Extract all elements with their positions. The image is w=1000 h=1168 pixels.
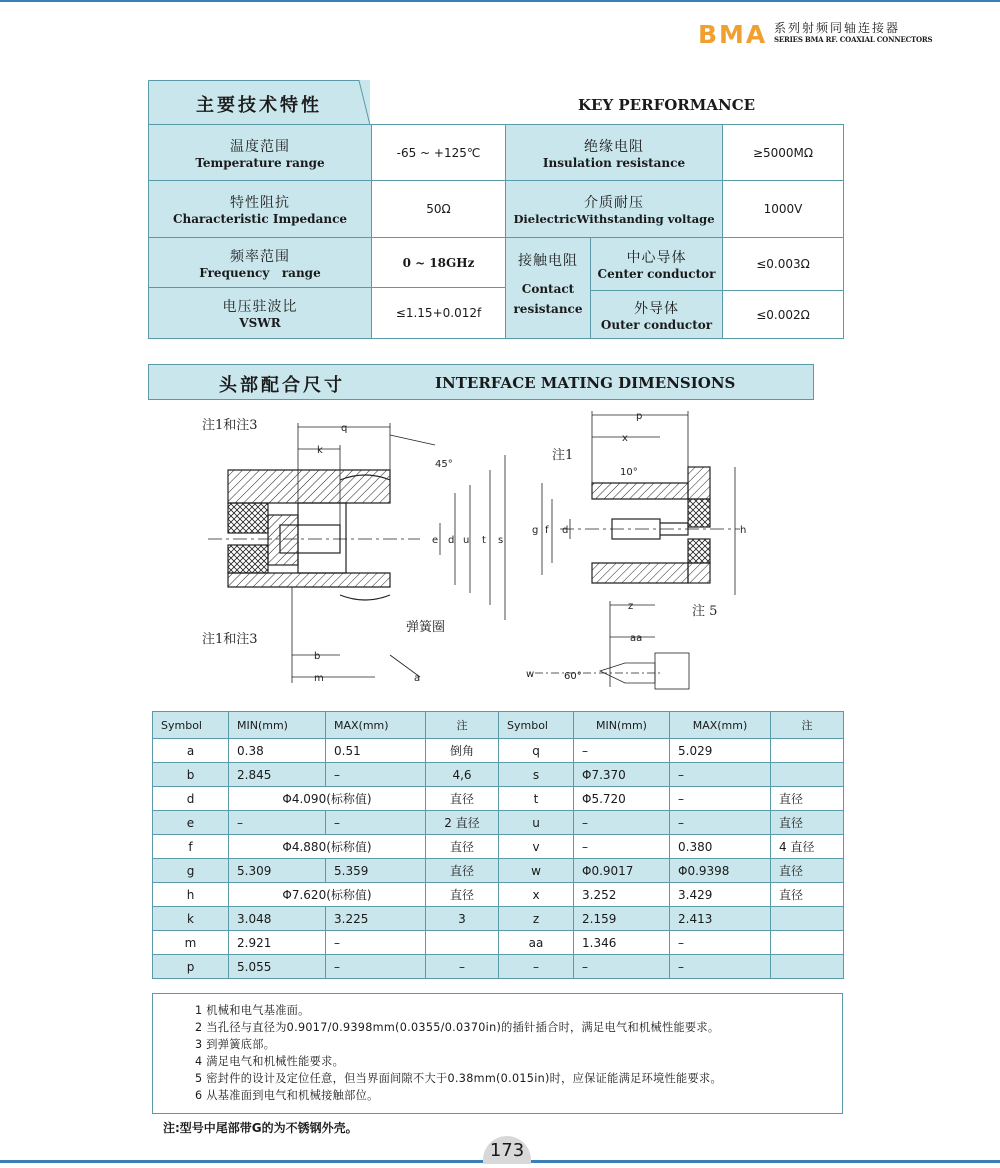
- series-en: SERIES BMA RF. COAXIAL CONNECTORS: [774, 35, 933, 44]
- table-cell: Φ5.720: [574, 787, 670, 811]
- table-cell: –: [326, 955, 426, 979]
- outer-label-en: Outer conductor: [600, 317, 713, 332]
- table-cell: 0.51: [326, 739, 426, 763]
- header-cell: Symbol: [499, 712, 574, 739]
- table-cell: f: [153, 835, 229, 859]
- dim-p: p: [636, 411, 643, 422]
- temp-value: [371, 124, 506, 181]
- table-cell: –: [326, 763, 426, 787]
- table-cell: aa: [499, 931, 574, 955]
- angle45-label: 45°: [435, 459, 453, 470]
- table-cell: t: [499, 787, 574, 811]
- table-cell: Φ0.9398: [670, 859, 771, 883]
- table-cell: 1.346: [574, 931, 670, 955]
- note-line: 6 从基准面到电气和机械接触部位。: [195, 1089, 379, 1102]
- dim-t: t: [482, 535, 486, 546]
- dim-d-right: d: [562, 525, 569, 536]
- vswr-value: [371, 287, 506, 339]
- dielectric-value: [722, 180, 844, 238]
- insulation-label-cn: 绝缘电阻: [584, 138, 644, 155]
- table-cell: [771, 763, 844, 787]
- table-cell: 3.252: [574, 883, 670, 907]
- section-title-en: INTERFACE MATING DIMENSIONS: [435, 374, 736, 392]
- table-cell: m: [153, 931, 229, 955]
- table-cell: 2.413: [670, 907, 771, 931]
- table-cell: Φ7.370: [574, 763, 670, 787]
- female-connector-section: [208, 470, 420, 600]
- table-cell: q: [499, 739, 574, 763]
- table-cell: h: [153, 883, 229, 907]
- table-cell: a: [153, 739, 229, 763]
- table-cell: z: [499, 907, 574, 931]
- table-row: [153, 739, 844, 763]
- table-cell: –: [670, 787, 771, 811]
- section-title-cn: 头部配合尺寸: [219, 375, 345, 396]
- note-line: 2 当孔径与直径为0.9017/0.9398mm(0.0355/0.0370in)的插针插合时，满足电气和机械性能要求。: [195, 1021, 720, 1034]
- table-cell: 直径: [771, 883, 844, 907]
- frequency-value-text: 0 ~ 18GHz: [402, 255, 475, 270]
- impedance-value-text: 50Ω: [426, 202, 451, 216]
- performance-title-en: KEY PERFORMANCE: [578, 96, 756, 114]
- table-cell: 2.921: [229, 931, 326, 955]
- note13-bottom-label: 注1和注3: [202, 632, 258, 647]
- contact-label: [505, 237, 591, 339]
- table-cell: 直径: [426, 787, 499, 811]
- temp-label: [148, 124, 372, 181]
- table-cell: 0.380: [670, 835, 771, 859]
- header-cell: MAX(mm): [326, 712, 426, 739]
- table-cell: 3.048: [229, 907, 326, 931]
- brand-logo: BMA: [698, 20, 768, 49]
- table-cell: 直径: [426, 835, 499, 859]
- header-cell: MAX(mm): [670, 712, 771, 739]
- series-cn: 系列射频同轴连接器: [774, 21, 901, 35]
- table-row: [153, 763, 844, 787]
- angle10-label: 10°: [620, 467, 638, 478]
- outer-label-cn: 外导体: [634, 300, 679, 317]
- table-cell: s: [499, 763, 574, 787]
- dim-f: f: [545, 525, 549, 536]
- note-line: 1 机械和电气基准面。: [195, 1004, 310, 1017]
- table-cell: 4,6: [426, 763, 499, 787]
- performance-title-cn: 主要技术特性: [196, 95, 322, 116]
- center-value-text: ≤0.003Ω: [756, 257, 810, 271]
- impedance-label-cn: 特性阻抗: [230, 195, 290, 211]
- table-row: [153, 931, 844, 955]
- dim-q: q: [341, 423, 348, 434]
- outer-value: [722, 290, 844, 339]
- table-cell: 5.029: [670, 739, 771, 763]
- table-cell: 3: [426, 907, 499, 931]
- table-cell: 3.429: [670, 883, 771, 907]
- insulation-label-en: Insulation resistance: [542, 155, 686, 170]
- impedance-label: [148, 180, 372, 238]
- outer-label: [590, 290, 723, 339]
- spring-label: 弹簧圈: [406, 620, 446, 635]
- table-cell: w: [499, 859, 574, 883]
- insulation-label: [505, 124, 723, 181]
- footnote: 注:型号中尾部带G的为不锈钢外壳。: [163, 1121, 358, 1135]
- note-line: 4 满足电气和机械性能要求。: [195, 1055, 345, 1068]
- notes-box: [152, 993, 843, 1114]
- table-header-row: [153, 712, 844, 739]
- dim-g: g: [532, 525, 539, 536]
- insulation-value: [722, 124, 844, 181]
- table-body: [153, 739, 844, 979]
- table-cell: 5.055: [229, 955, 326, 979]
- dim-w: w: [526, 669, 535, 680]
- table-cell: –: [670, 763, 771, 787]
- table-cell: –: [670, 931, 771, 955]
- dim-b: b: [314, 651, 321, 662]
- note13-top-label: 注1和注3: [202, 418, 258, 433]
- table-cell: [771, 907, 844, 931]
- frequency-label-en: Frequency range: [199, 265, 321, 280]
- table-cell: 5.359: [326, 859, 426, 883]
- center-value: [722, 237, 844, 291]
- dielectric-label-en: DielectricWithstanding voltage: [513, 212, 715, 226]
- male-connector-section: [560, 467, 740, 583]
- dim-aa: aa: [630, 633, 643, 644]
- table-cell: –: [574, 811, 670, 835]
- vswr-label-cn: 电压驻波比: [222, 299, 298, 315]
- page-number: 173: [483, 1136, 531, 1164]
- table-cell: p: [153, 955, 229, 979]
- table-cell: 2 直径: [426, 811, 499, 835]
- table-cell: –: [426, 955, 499, 979]
- table-cell: 直径: [426, 883, 499, 907]
- note-line: 5 密封件的设计及定位任意，但当界面间隙不大于0.38mm(0.015in)时，应保证能满足环境性能要求。: [195, 1072, 722, 1085]
- table-row: [153, 883, 844, 907]
- vswr-label-en: VSWR: [239, 316, 281, 330]
- table-cell: 2.159: [574, 907, 670, 931]
- header-cell: 注: [771, 712, 844, 739]
- outer-value-text: ≤0.002Ω: [756, 307, 810, 322]
- table-cell: –: [574, 835, 670, 859]
- table-cell: x: [499, 883, 574, 907]
- dim-d-left: d: [448, 535, 455, 546]
- contact-label-en2: resistance: [513, 302, 583, 316]
- header-cell: Symbol: [153, 712, 229, 739]
- table-cell: 3.225: [326, 907, 426, 931]
- vswr-value-text: ≤1.15+0.012f: [395, 306, 482, 320]
- table-cell: 0.38: [229, 739, 326, 763]
- dim-u: u: [463, 535, 470, 546]
- table-cell: 直径: [771, 787, 844, 811]
- angle60-label: 60°: [564, 671, 582, 682]
- table-cell: k: [153, 907, 229, 931]
- dim-k: k: [317, 445, 323, 456]
- table-cell: v: [499, 835, 574, 859]
- temp-label-cn: 温度范围: [230, 138, 290, 155]
- impedance-label-en: Characteristic Impedance: [172, 212, 348, 226]
- table-cell: –: [326, 931, 426, 955]
- table-cell: –: [670, 955, 771, 979]
- table-cell: [771, 955, 844, 979]
- dim-z: z: [628, 601, 634, 612]
- table-cell: Φ0.9017: [574, 859, 670, 883]
- center-label-cn: 中心导体: [626, 250, 687, 266]
- dim-m: m: [314, 673, 324, 684]
- performance-tab: [148, 80, 370, 124]
- table-cell: g: [153, 859, 229, 883]
- frequency-label: [148, 237, 372, 288]
- dim-a: a: [414, 673, 421, 684]
- table-row: [153, 955, 844, 979]
- table-cell: [771, 739, 844, 763]
- table-cell: 直径: [771, 811, 844, 835]
- contact-label-en1: Contact: [521, 282, 575, 296]
- vswr-label: [148, 287, 372, 339]
- insulation-value-text: ≥5000MΩ: [752, 145, 814, 160]
- table-cell: –: [574, 955, 670, 979]
- dielectric-label: [505, 180, 723, 238]
- table-cell: 4 直径: [771, 835, 844, 859]
- table-cell: 5.309: [229, 859, 326, 883]
- table-cell: –: [670, 811, 771, 835]
- table-row: [153, 907, 844, 931]
- note-line: 3 到弹簧底部。: [195, 1038, 276, 1051]
- center-label: [590, 237, 723, 291]
- table-cell: Φ4.880(标称值): [229, 835, 426, 859]
- section-header: [148, 364, 814, 400]
- note1-label: 注1: [552, 448, 574, 463]
- dim-e: e: [432, 535, 439, 546]
- table-cell: 2.845: [229, 763, 326, 787]
- table-cell: –: [574, 739, 670, 763]
- header-cell: 注: [426, 712, 499, 739]
- table-cell: d: [153, 787, 229, 811]
- interface-drawing: [180, 405, 790, 705]
- header-cell: MIN(mm): [574, 712, 670, 739]
- table-cell: Φ4.090(标称值): [229, 787, 426, 811]
- table-cell: 直径: [771, 859, 844, 883]
- table-cell: –: [499, 955, 574, 979]
- table-cell: Φ7.620(标称值): [229, 883, 426, 907]
- frequency-value: [371, 237, 506, 288]
- table-cell: [771, 931, 844, 955]
- temp-value-text: -65 ~ +125℃: [396, 145, 481, 160]
- dim-x: x: [622, 433, 628, 444]
- table-cell: u: [499, 811, 574, 835]
- dim-h: h: [740, 525, 747, 536]
- dim-s: s: [498, 535, 504, 546]
- dimension-table: [152, 711, 844, 979]
- table-cell: –: [326, 811, 426, 835]
- contact-label-cn: 接触电阻: [518, 253, 578, 269]
- table-cell: [426, 931, 499, 955]
- frequency-label-cn: 频率范围: [230, 248, 290, 265]
- header-cell: MIN(mm): [229, 712, 326, 739]
- center-label-en: Center conductor: [597, 267, 716, 281]
- table-cell: 倒角: [426, 739, 499, 763]
- table-row: [153, 787, 844, 811]
- table-row: [153, 835, 844, 859]
- table-row: [153, 859, 844, 883]
- temp-label-en: Temperature range: [195, 155, 325, 170]
- dielectric-value-text: 1000V: [763, 202, 803, 216]
- dielectric-label-cn: 介质耐压: [584, 195, 644, 211]
- table-cell: b: [153, 763, 229, 787]
- note5-label: 注 5: [692, 604, 718, 619]
- impedance-value: [371, 180, 506, 238]
- table-row: [153, 811, 844, 835]
- table-cell: –: [229, 811, 326, 835]
- table-cell: e: [153, 811, 229, 835]
- top-rule: [0, 0, 1000, 2]
- table-cell: 直径: [426, 859, 499, 883]
